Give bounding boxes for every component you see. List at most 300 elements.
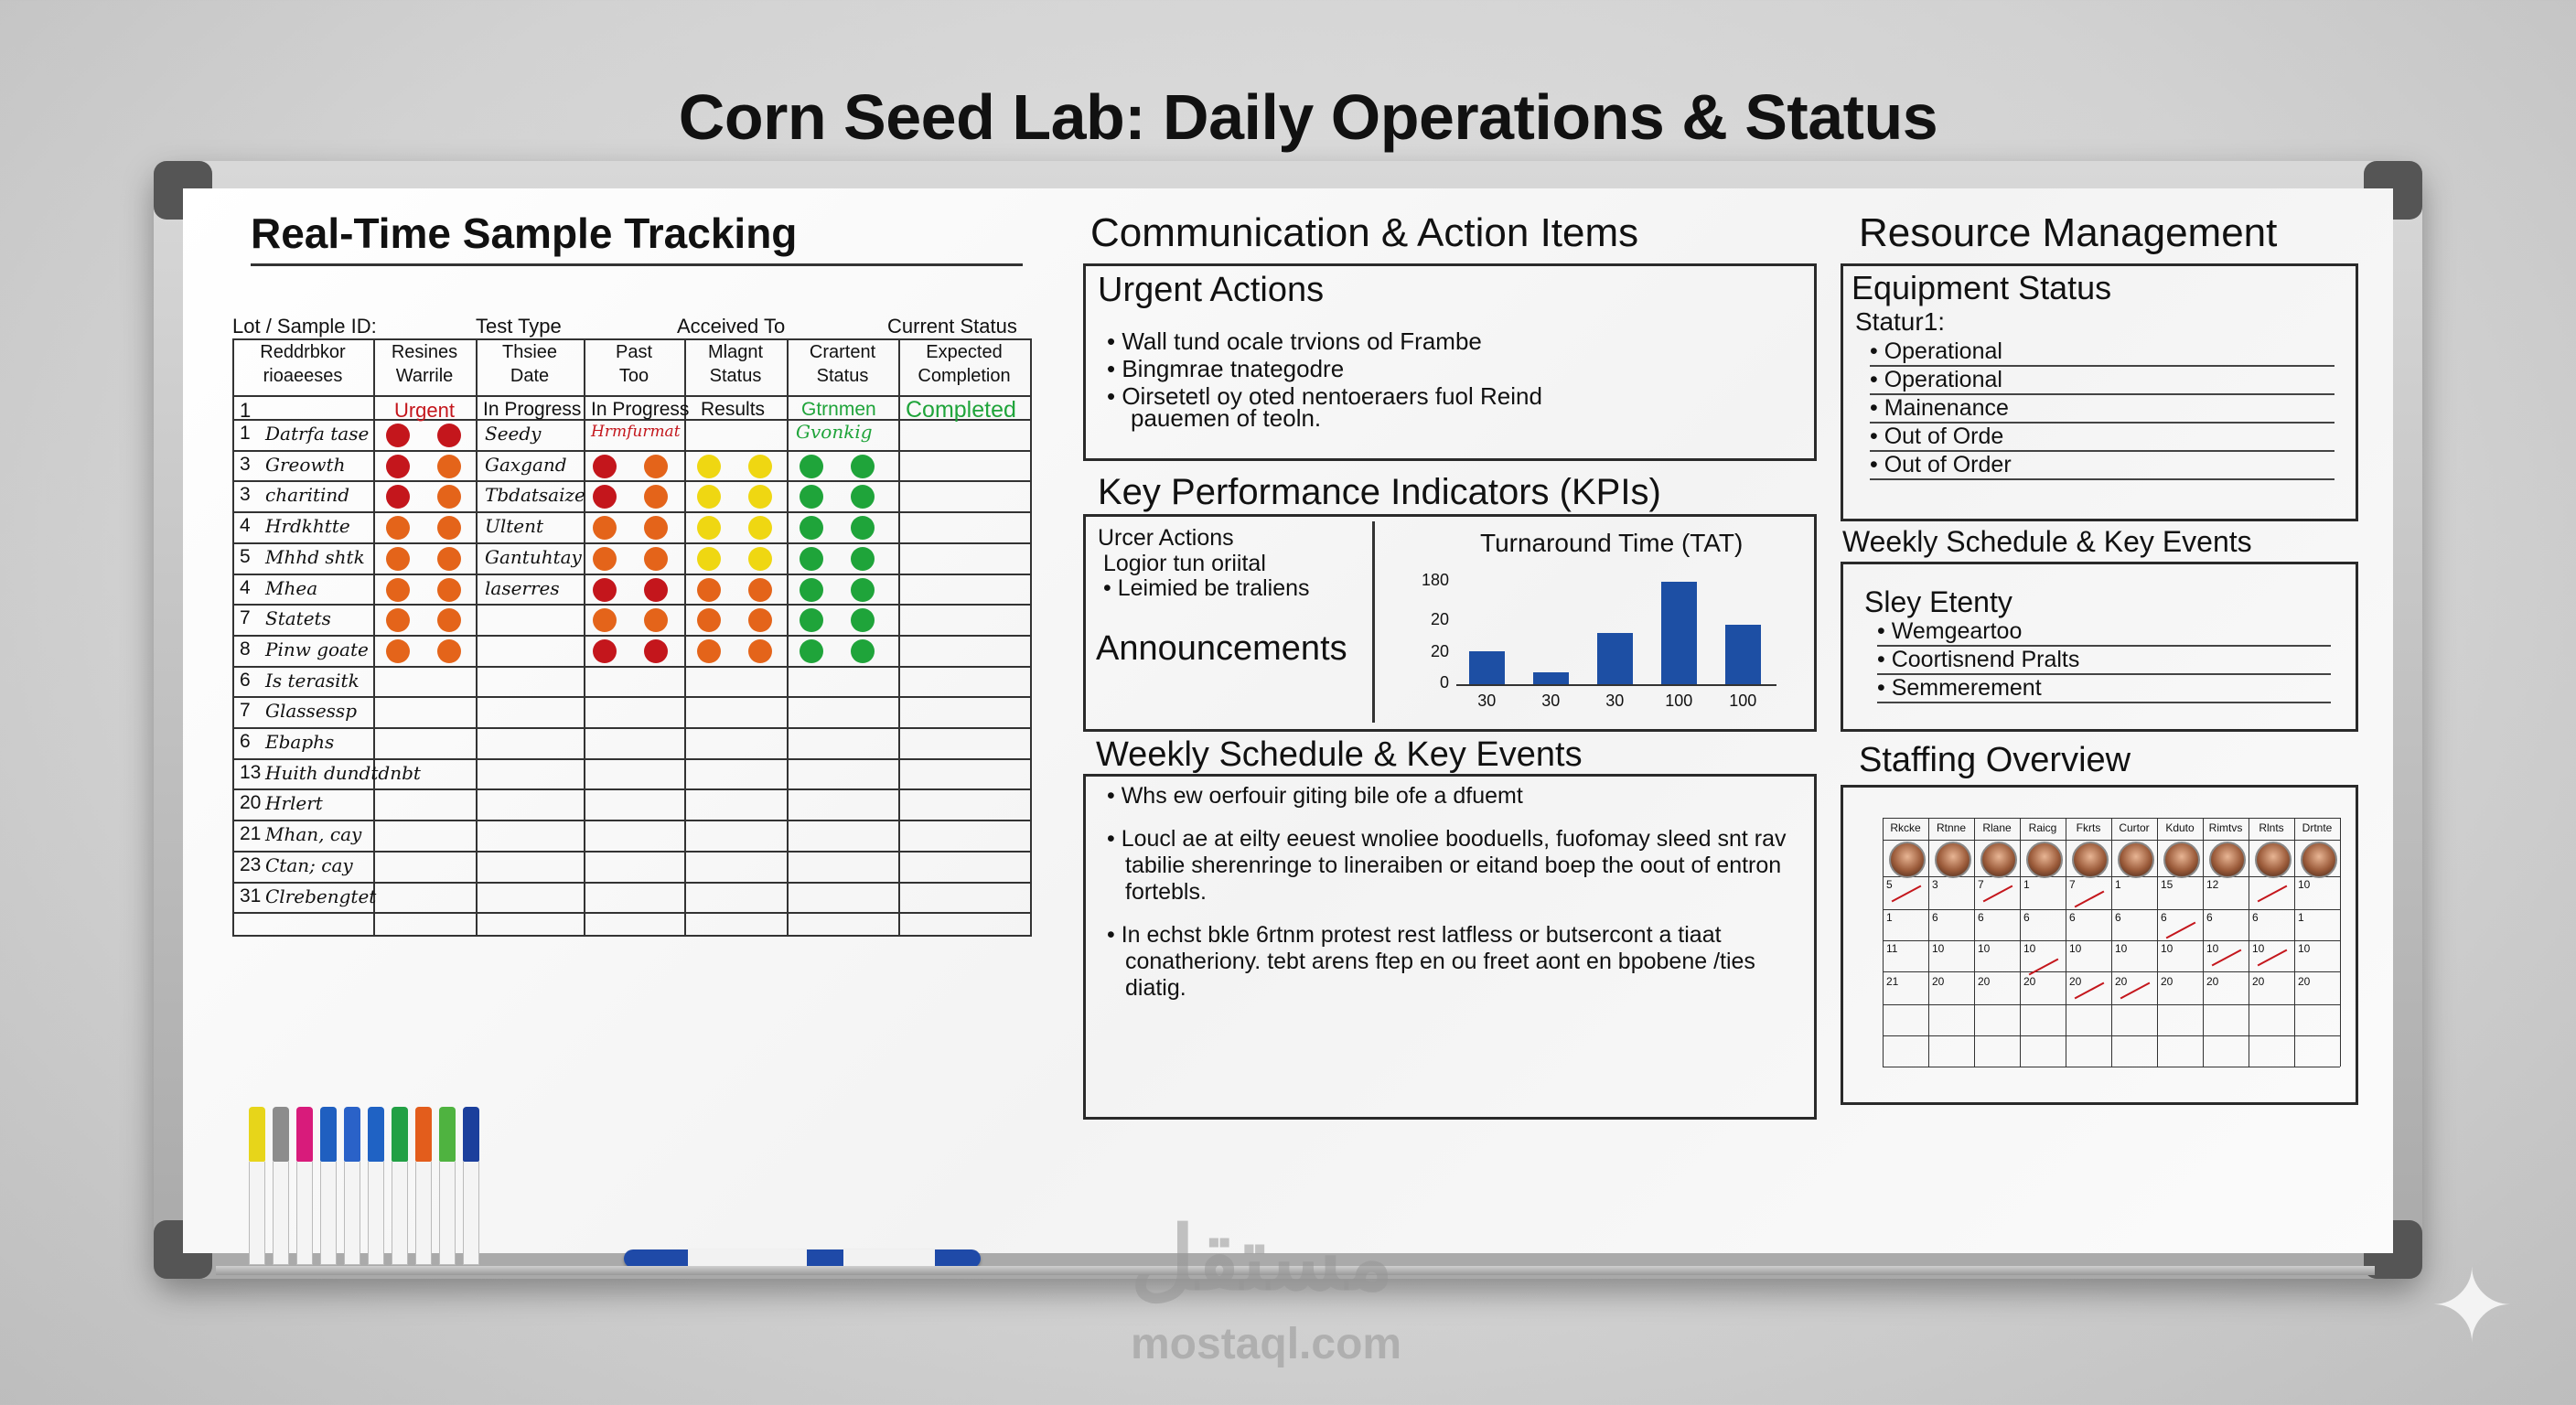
communication-heading: Communication & Action Items bbox=[1090, 210, 1639, 255]
staff-avatar bbox=[2072, 842, 2109, 878]
red-status-dot bbox=[593, 455, 617, 478]
table-col-header-line1: Expected bbox=[926, 342, 1003, 362]
kpi-heading: Key Performance Indicators (KPIs) bbox=[1098, 472, 1661, 512]
marker-body bbox=[463, 1162, 479, 1265]
table-row-line bbox=[232, 574, 1032, 575]
table-row-line bbox=[232, 696, 1032, 698]
tat-bar bbox=[1725, 625, 1761, 684]
staff-day-number: 7 bbox=[1978, 878, 1984, 891]
kpi-left-bullet-text: • Leimied be traliens bbox=[1103, 574, 1310, 602]
status-in-progress: In Progress bbox=[483, 399, 582, 420]
marker-on-tray bbox=[624, 1249, 981, 1268]
handwritten-date: Gantuhtay bbox=[485, 545, 582, 568]
red-status-dot bbox=[593, 485, 617, 509]
green-status-dot bbox=[800, 455, 823, 478]
orange-status-dot bbox=[644, 455, 668, 478]
status-in-progress: In Progress bbox=[591, 399, 690, 420]
tat-bar-chart bbox=[1409, 563, 1793, 719]
orange-status-dot bbox=[644, 547, 668, 571]
table-row-line bbox=[232, 882, 1032, 884]
marker-body bbox=[249, 1162, 265, 1265]
table-col-header-line1: Reddrbkor bbox=[260, 342, 346, 362]
staff-day-number: 6 bbox=[1978, 911, 1984, 924]
row-number: 3 bbox=[240, 453, 251, 475]
tat-y-tick-label: 180 bbox=[1421, 571, 1449, 589]
equipment-item: • Out of Orde bbox=[1870, 424, 2334, 452]
marker-body bbox=[344, 1162, 360, 1265]
staff-avatar bbox=[1889, 842, 1926, 878]
watermark-arabic: مستقل bbox=[1131, 1210, 1394, 1308]
staff-col-line bbox=[2111, 818, 2112, 1067]
status-row-number: 1 bbox=[240, 399, 252, 422]
staff-day-number: 20 bbox=[1978, 975, 1991, 988]
table-row-line bbox=[232, 542, 1032, 544]
whiteboard-marker bbox=[273, 1107, 289, 1264]
handwritten-sample-id: Ebaphs bbox=[265, 731, 335, 753]
table-col-header-line2: Status bbox=[816, 366, 869, 386]
yellow-status-dot bbox=[748, 516, 772, 540]
handwritten-sample-id: Ctan; cay bbox=[265, 853, 353, 876]
staff-day-number: 10 bbox=[1978, 942, 1991, 955]
staff-day-number: 15 bbox=[2161, 878, 2174, 891]
marker-cap bbox=[368, 1107, 384, 1162]
red-scribble-mark bbox=[1983, 885, 2013, 903]
orange-status-dot bbox=[386, 547, 410, 571]
equipment-item: • Operational bbox=[1870, 338, 2334, 367]
staff-row-line bbox=[1883, 1004, 2340, 1005]
yellow-status-dot bbox=[697, 455, 721, 478]
handwritten-date: Ultent bbox=[485, 515, 544, 538]
staff-day-number: 5 bbox=[1886, 878, 1893, 891]
status-urgent: Urgent bbox=[393, 399, 456, 422]
orange-status-dot bbox=[437, 516, 461, 540]
orange-status-dot bbox=[697, 639, 721, 663]
marker-cap bbox=[439, 1107, 456, 1162]
marker-cap bbox=[415, 1107, 432, 1162]
row-number: 23 bbox=[240, 853, 262, 875]
staff-header-label: Raicg bbox=[2028, 821, 2057, 834]
staff-day-number: 12 bbox=[2206, 878, 2219, 891]
table-col-header bbox=[790, 340, 895, 388]
staff-day-number: 10 bbox=[2206, 942, 2219, 955]
orange-status-dot bbox=[386, 639, 410, 663]
table-row-line bbox=[232, 935, 1032, 937]
staff-col-line bbox=[2294, 818, 2295, 1067]
whiteboard-marker bbox=[439, 1107, 456, 1264]
row-number: 21 bbox=[240, 823, 262, 845]
yellow-status-dot bbox=[697, 485, 721, 509]
resource-heading: Resource Management bbox=[1859, 210, 2278, 255]
green-status-dot bbox=[851, 547, 875, 571]
table-col-line bbox=[584, 338, 585, 935]
red-scribble-mark bbox=[2075, 891, 2105, 908]
right-schedule-item: • Semmerement bbox=[1877, 675, 2331, 703]
green-status-dot bbox=[800, 639, 823, 663]
row-number: 6 bbox=[240, 669, 251, 691]
schedule-item-text: In echst bkle 6rtnm protest rest latfless or butsercont a tiaat conatheriony. tebt arens ftep en ou freet aont en bpobene /ties diatig. bbox=[1121, 922, 1755, 1001]
table-col-header-line2: Date bbox=[510, 366, 550, 386]
whiteboard-marker bbox=[463, 1107, 479, 1264]
whiteboard-marker bbox=[344, 1107, 360, 1264]
orange-status-dot bbox=[644, 516, 668, 540]
orange-status-dot bbox=[437, 578, 461, 602]
staff-day-number: 7 bbox=[2069, 878, 2076, 891]
right-schedule-heading: Weekly Schedule & Key Events bbox=[1842, 525, 2252, 558]
handwritten-sample-id: Greowth bbox=[265, 453, 346, 476]
green-status-dot bbox=[851, 455, 875, 478]
staff-day-number: 6 bbox=[1932, 911, 1938, 924]
green-status-dot bbox=[851, 608, 875, 632]
orange-status-dot bbox=[437, 608, 461, 632]
staff-day-number: 6 bbox=[2023, 911, 2030, 924]
tat-bar bbox=[1469, 651, 1505, 684]
staff-day-number: 1 bbox=[2023, 878, 2030, 891]
red-scribble-mark bbox=[1892, 885, 1922, 903]
yellow-status-dot bbox=[748, 547, 772, 571]
staff-day-number: 6 bbox=[2069, 911, 2076, 924]
table-col-header-line1: Thsiee bbox=[501, 342, 558, 362]
staff-day-number: 6 bbox=[2161, 911, 2167, 924]
staff-day-number: 20 bbox=[2161, 975, 2174, 988]
page-title: Corn Seed Lab: Daily Operations & Status bbox=[678, 81, 1938, 153]
schedule-item: • In echst bkle 6rtnm protest rest latfless or butsercont a tiaat conatheriony. tebt arens ftep en ou freet aont en bpobene /ties diatig. bbox=[1107, 922, 1755, 1001]
staff-avatar bbox=[2163, 842, 2200, 878]
tat-x-tick-label: 30 bbox=[1541, 692, 1561, 710]
marker-cap bbox=[463, 1107, 479, 1162]
label-current-status: Current Status bbox=[887, 315, 1017, 338]
table-col-line bbox=[232, 338, 234, 935]
tat-y-tick-label: 20 bbox=[1430, 609, 1449, 628]
table-row-line bbox=[232, 480, 1032, 482]
staff-col-line bbox=[2203, 818, 2204, 1067]
equipment-title: Equipment Status bbox=[1852, 269, 2112, 306]
staff-header-label: Drtnte bbox=[2302, 821, 2333, 834]
staff-header-label: Rlnts bbox=[2259, 821, 2284, 834]
staff-avatar bbox=[1980, 842, 2017, 878]
staff-header-label: Rkcke bbox=[1890, 821, 1921, 834]
orange-status-dot bbox=[386, 516, 410, 540]
red-scribble-mark bbox=[2258, 885, 2288, 903]
handwritten-sample-id: Pinw goate bbox=[265, 638, 369, 660]
marker-cap bbox=[273, 1107, 289, 1162]
handwritten-date: Gaxgand bbox=[485, 453, 567, 476]
green-status-dot bbox=[851, 578, 875, 602]
table-col-header-line1: Past bbox=[615, 342, 653, 362]
red-status-dot bbox=[386, 455, 410, 478]
marker-body bbox=[415, 1162, 432, 1265]
table-col-header-line2: Completion bbox=[918, 366, 1011, 386]
table-col-header-line2: Too bbox=[618, 366, 649, 386]
whiteboard-marker bbox=[392, 1107, 408, 1264]
orange-status-dot bbox=[437, 547, 461, 571]
staff-col-line bbox=[1928, 818, 1929, 1067]
marker-body bbox=[273, 1162, 289, 1265]
status-results: Results bbox=[701, 399, 766, 420]
equipment-item: • Operational bbox=[1870, 367, 2334, 395]
table-col-header bbox=[587, 340, 681, 388]
equipment-item: • Mainenance bbox=[1870, 395, 2334, 424]
staff-avatar bbox=[1935, 842, 1971, 878]
staff-row-line bbox=[1883, 1035, 2340, 1036]
row-number: 3 bbox=[240, 484, 251, 506]
table-row-line bbox=[232, 912, 1032, 914]
equipment-status-label: Statur1: bbox=[1855, 307, 1946, 336]
table-col-header bbox=[377, 340, 472, 388]
urgent-actions-list bbox=[1107, 327, 1542, 410]
handwritten-sample-id: Huith dundtdnbt bbox=[265, 761, 421, 784]
orange-status-dot bbox=[748, 639, 772, 663]
kpi-left-title: Urcer Actions bbox=[1098, 525, 1234, 551]
kpi-left-sub: Logior tun oriital bbox=[1103, 551, 1266, 576]
green-status-dot bbox=[851, 516, 875, 540]
handwritten-sample-id: Glassessp bbox=[265, 700, 357, 723]
staffing-heading: Staffing Overview bbox=[1859, 741, 2131, 779]
right-schedule-item: • Wemgeartoo bbox=[1877, 618, 2331, 647]
handwritten-sample-id: Mhea bbox=[265, 576, 318, 599]
urgent-actions-title: Urgent Actions bbox=[1098, 271, 1325, 309]
orange-status-dot bbox=[593, 608, 617, 632]
schedule-item-text: Whs ew oerfouir giting bile ofe a dfuemt bbox=[1121, 783, 1523, 809]
yellow-status-dot bbox=[748, 485, 772, 509]
staff-day-number: 10 bbox=[2298, 942, 2311, 955]
table-col-line bbox=[898, 338, 900, 935]
right-schedule-list bbox=[1877, 618, 2331, 703]
marker-cap bbox=[392, 1107, 408, 1162]
marker-set bbox=[249, 1107, 496, 1271]
red-scribble-mark bbox=[2029, 959, 2059, 976]
staff-day-number: 10 bbox=[2115, 942, 2128, 955]
schedule-item-text: Loucl ae at eilty eeuest wnoliee booduells, fuofomay sleed snt rav tabilie sherenringe to lineraiben or eitand boep the oout of entron fortebls. bbox=[1121, 826, 1787, 905]
kpi-divider bbox=[1372, 521, 1375, 723]
marker-cap bbox=[249, 1107, 265, 1162]
tat-x-axis bbox=[1456, 684, 1776, 686]
staff-day-number: 6 bbox=[2252, 911, 2259, 924]
orange-status-dot bbox=[437, 485, 461, 509]
status-completed: Completed bbox=[906, 397, 1016, 423]
staff-day-number: 10 bbox=[1932, 942, 1945, 955]
staff-day-number: 10 bbox=[2252, 942, 2265, 955]
table-row-line bbox=[232, 604, 1032, 606]
tat-x-tick-label: 30 bbox=[1605, 692, 1625, 710]
staff-col-line bbox=[1974, 818, 1975, 1067]
marker-body bbox=[392, 1162, 408, 1265]
handwritten-sample-id: Hrdkhtte bbox=[265, 515, 350, 538]
staffing-calendar-grid bbox=[1883, 818, 2342, 1072]
orange-status-dot bbox=[697, 608, 721, 632]
staff-day-number: 6 bbox=[2115, 911, 2121, 924]
tat-y-tick-label: 0 bbox=[1439, 673, 1449, 692]
staff-day-number: 10 bbox=[2298, 878, 2311, 891]
tat-bar bbox=[1597, 633, 1633, 684]
whiteboard-marker bbox=[368, 1107, 384, 1264]
staff-col-line bbox=[1883, 818, 1884, 1067]
row-number: 5 bbox=[240, 545, 251, 567]
whiteboard-marker bbox=[249, 1107, 265, 1264]
urgent-action-item: • Oirsetetl oy oted nentoeraers fuol Reind bbox=[1107, 382, 1542, 410]
table-row-line bbox=[232, 666, 1032, 668]
orange-status-dot bbox=[386, 608, 410, 632]
urgent-action-continuation: pauemen of teoln. bbox=[1131, 404, 1322, 432]
table-col-line bbox=[1030, 338, 1032, 935]
staff-avatar bbox=[2255, 842, 2292, 878]
table-col-header-line1: Mlagnt bbox=[707, 342, 764, 362]
handwritten-date: Tbdatsaize bbox=[485, 484, 585, 507]
right-schedule-item: • Coortisnend Pralts bbox=[1877, 647, 2331, 675]
row-number: 20 bbox=[240, 792, 262, 814]
table-col-header bbox=[236, 340, 370, 388]
urgent-action-item: • Bingmrae tnategodre bbox=[1107, 355, 1542, 382]
tracking-heading-underline bbox=[251, 263, 1023, 266]
green-status-dot bbox=[800, 516, 823, 540]
green-status-dot bbox=[851, 485, 875, 509]
staff-col-line bbox=[2157, 818, 2158, 1067]
label-assigned-to: Acceived To bbox=[677, 315, 786, 338]
table-col-line bbox=[373, 338, 375, 935]
handwritten-sample-id: Clrebengtet bbox=[265, 885, 377, 907]
handwritten-sample-id: Is terasitk bbox=[265, 669, 360, 692]
staff-header-label: Rlane bbox=[1982, 821, 2012, 834]
staff-avatar bbox=[2026, 842, 2063, 878]
staff-day-number: 1 bbox=[2298, 911, 2304, 924]
handwritten-sample-id: Hrlert bbox=[265, 792, 323, 815]
table-row-line bbox=[232, 851, 1032, 853]
staff-day-number: 10 bbox=[2161, 942, 2174, 955]
table-col-line bbox=[684, 338, 686, 935]
staff-day-number: 1 bbox=[2115, 878, 2121, 891]
orange-status-dot bbox=[748, 578, 772, 602]
tat-y-tick-label: 20 bbox=[1430, 642, 1449, 661]
staff-header-label: Kduto bbox=[2165, 821, 2195, 834]
orange-status-dot bbox=[437, 639, 461, 663]
table-row-line bbox=[232, 511, 1032, 513]
staff-day-number: 21 bbox=[1886, 975, 1899, 988]
equipment-list bbox=[1870, 338, 2334, 480]
orange-status-dot bbox=[593, 516, 617, 540]
row-number: 7 bbox=[240, 700, 251, 722]
tat-chart-title: Turnaround Time (TAT) bbox=[1480, 529, 1744, 557]
table-row-line bbox=[232, 758, 1032, 760]
orange-status-dot bbox=[386, 578, 410, 602]
whiteboard-marker bbox=[415, 1107, 432, 1264]
marker-cap bbox=[344, 1107, 360, 1162]
green-status-dot bbox=[800, 547, 823, 571]
red-scribble-mark bbox=[2166, 922, 2196, 939]
red-status-dot bbox=[593, 578, 617, 602]
staff-header-label: Rtnne bbox=[1936, 821, 1967, 834]
table-col-header bbox=[688, 340, 783, 388]
handwritten-sample-id: Mhhd shtk bbox=[265, 545, 365, 568]
row-number: 4 bbox=[240, 515, 251, 537]
red-status-dot bbox=[644, 639, 668, 663]
marker-cap bbox=[320, 1107, 337, 1162]
staff-row-line bbox=[1883, 909, 2340, 910]
staff-header-label: Curtor bbox=[2119, 821, 2150, 834]
row-number: 6 bbox=[240, 731, 251, 752]
red-status-dot bbox=[644, 578, 668, 602]
green-status-dot bbox=[800, 485, 823, 509]
row-number: 13 bbox=[240, 761, 262, 783]
staff-row-line bbox=[1883, 818, 2340, 819]
staff-col-line bbox=[2340, 818, 2341, 1067]
table-col-header bbox=[902, 340, 1026, 388]
red-status-dot bbox=[437, 424, 461, 447]
staff-day-number: 20 bbox=[2298, 975, 2311, 988]
staff-day-number: 20 bbox=[2252, 975, 2265, 988]
yellow-status-dot bbox=[748, 455, 772, 478]
whiteboard-marker bbox=[320, 1107, 337, 1264]
tat-bar bbox=[1533, 672, 1569, 684]
staff-day-number: 10 bbox=[2069, 942, 2082, 955]
marker-body bbox=[296, 1162, 313, 1265]
watermark-latin: mostaql.com bbox=[1131, 1320, 1402, 1368]
row-number: 31 bbox=[240, 885, 262, 906]
label-lot-sample-id: Lot / Sample ID: bbox=[232, 315, 377, 338]
weekly-schedule-list bbox=[1107, 783, 1802, 1002]
marker-body bbox=[439, 1162, 456, 1265]
orange-status-dot bbox=[697, 578, 721, 602]
orange-status-dot bbox=[748, 608, 772, 632]
row-number: 8 bbox=[240, 638, 251, 660]
table-col-header bbox=[479, 340, 580, 388]
table-col-header-line2: Status bbox=[709, 366, 762, 386]
staff-day-number: 20 bbox=[1932, 975, 1945, 988]
green-handwritten-note: Gvonkig bbox=[796, 421, 873, 443]
orange-status-dot bbox=[644, 485, 668, 509]
staff-day-number: 20 bbox=[2115, 975, 2128, 988]
staff-avatar bbox=[2301, 842, 2337, 878]
handwritten-date: laserres bbox=[485, 576, 560, 599]
yellow-status-dot bbox=[697, 516, 721, 540]
orange-status-dot bbox=[593, 547, 617, 571]
staff-day-number: 3 bbox=[1932, 878, 1938, 891]
kpi-left-bullet bbox=[1103, 574, 1310, 602]
status-written: Gtrnmen bbox=[801, 399, 876, 420]
staff-day-number: 20 bbox=[2206, 975, 2219, 988]
handwritten-sample-id: Mhan, cay bbox=[265, 823, 362, 846]
table-col-line bbox=[787, 338, 789, 935]
tracking-heading: Real-Time Sample Tracking bbox=[251, 209, 798, 257]
urgent-action-item: • Wall tund ocale trvions od Frambe bbox=[1107, 327, 1542, 355]
staff-row-line bbox=[1883, 840, 2340, 841]
row-number: 1 bbox=[240, 423, 251, 444]
table-row-line bbox=[232, 450, 1032, 452]
yellow-status-dot bbox=[697, 547, 721, 571]
staff-day-number: 11 bbox=[1886, 942, 1898, 955]
green-status-dot bbox=[800, 578, 823, 602]
staff-day-number: 6 bbox=[2206, 911, 2213, 924]
staff-row-line bbox=[1883, 971, 2340, 972]
green-status-dot bbox=[800, 608, 823, 632]
schedule-item: • Whs ew oerfouir giting bile ofe a dfuemt bbox=[1107, 783, 1523, 809]
orange-status-dot bbox=[644, 608, 668, 632]
staff-day-number: 1 bbox=[1886, 911, 1893, 924]
equipment-item: • Out of Order bbox=[1870, 452, 2334, 480]
red-handwritten-note: Hrmfurmat bbox=[591, 423, 681, 441]
staff-avatar bbox=[2209, 842, 2246, 878]
tat-x-tick-label: 30 bbox=[1477, 692, 1497, 710]
red-status-dot bbox=[386, 485, 410, 509]
red-status-dot bbox=[386, 424, 410, 447]
announcements-label: Announcements bbox=[1096, 629, 1347, 668]
handwritten-sample-id: Datrfa tase bbox=[265, 423, 370, 445]
label-test-type: Test Type bbox=[476, 315, 562, 338]
sparkle-icon: ✦ bbox=[2430, 1250, 2515, 1363]
table-col-line bbox=[476, 338, 478, 935]
tat-x-tick-label: 100 bbox=[1665, 692, 1693, 710]
staff-col-line bbox=[2020, 818, 2021, 1067]
table-row-line bbox=[232, 727, 1032, 729]
table-col-header-line2: rioaeeses bbox=[263, 366, 343, 386]
